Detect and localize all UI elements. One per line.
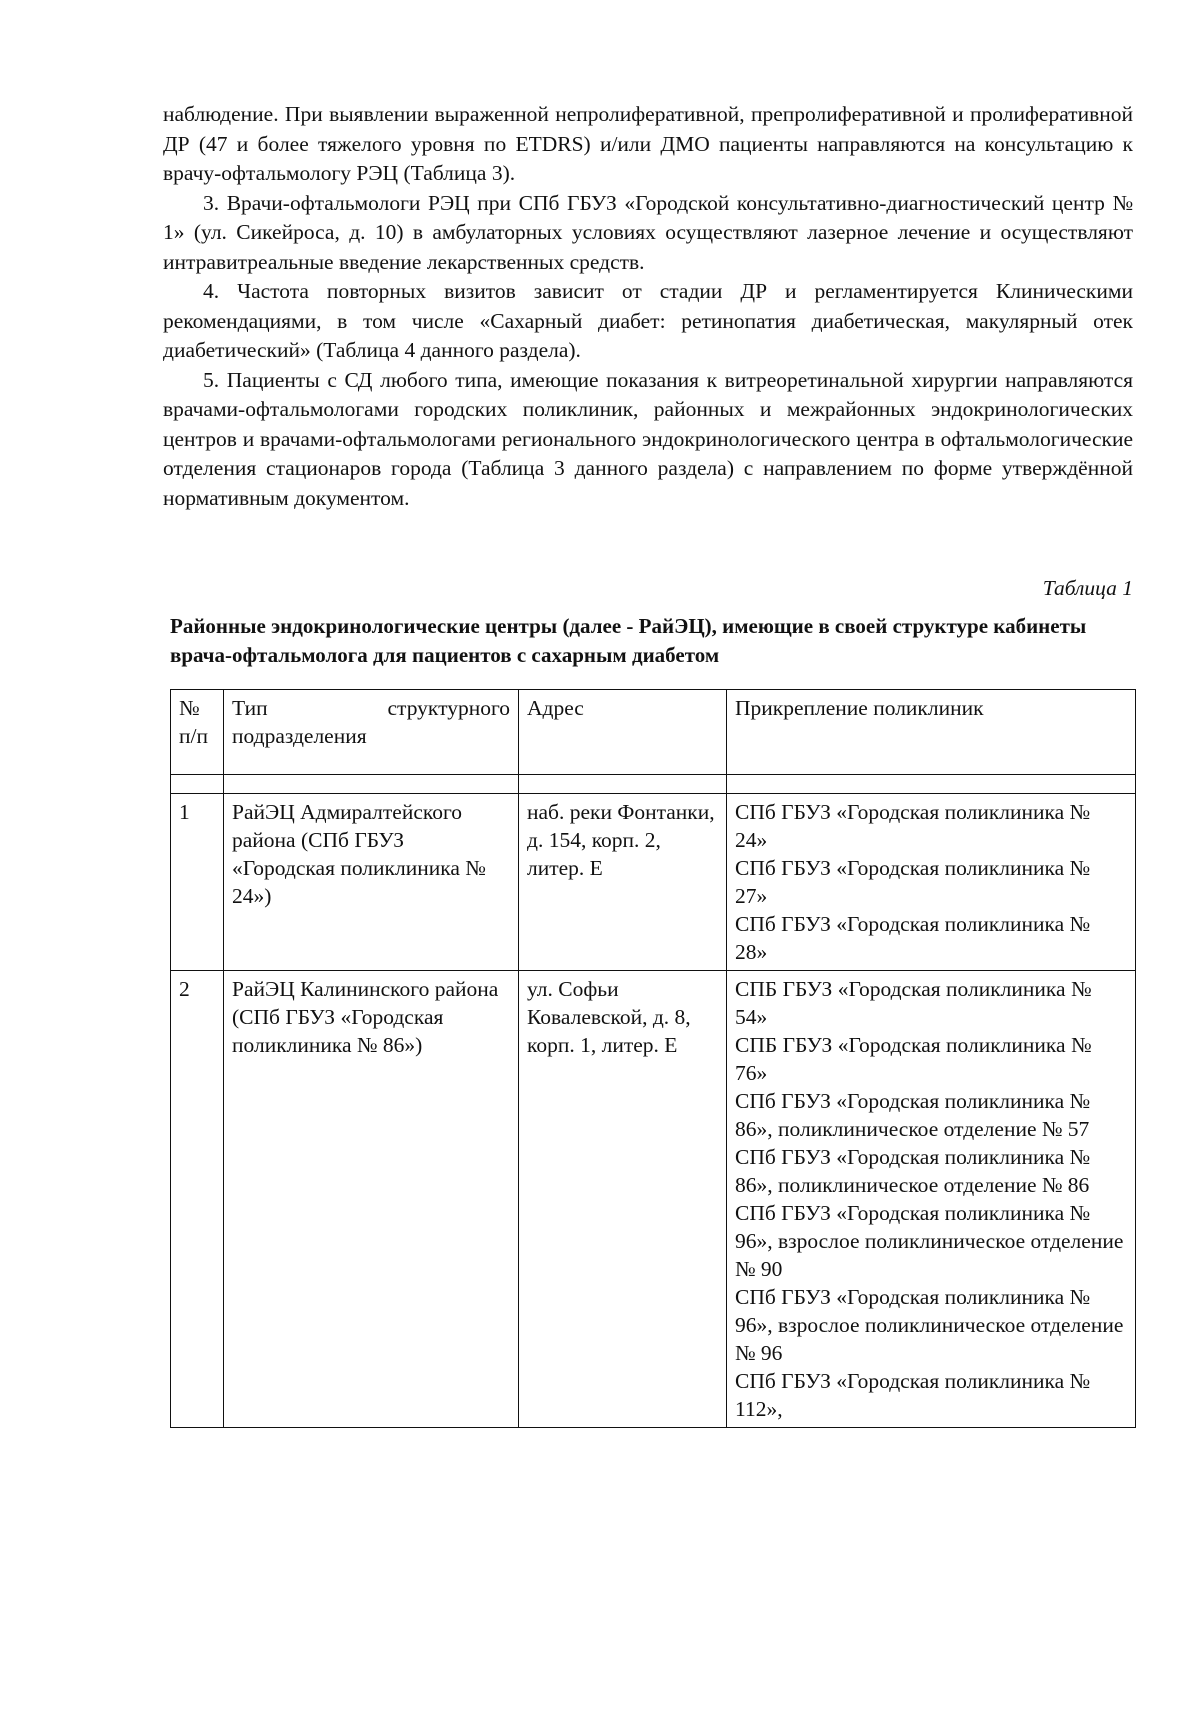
row-type: РайЭЦ Адмиралтейского района (СПб ГБУЗ «Городская поликлиника № 24») xyxy=(224,794,519,971)
clinic-item: СПб ГБУЗ «Городская поликлиника № 96», взрослое поликлиническое отделение № 96 xyxy=(735,1285,1124,1365)
table-caption: Таблица 1 xyxy=(1042,576,1133,600)
table-title: Районные эндокринологические центры (далее - РайЭЦ), имеющие в своей структуре кабинеты врача-офтальмолога для пациентов с сахарным диабетом xyxy=(170,614,1087,667)
row-type: РайЭЦ Калининского района (СПб ГБУЗ «Городская поликлиника № 86») xyxy=(224,971,519,1428)
paragraph-continuation: наблюдение. При выявлении выраженной непролиферативной, препролиферативной и пролиферативной ДР (47 и более тяжелого уровня по ETDRS) и/или ДМО пациенты направляются на консультацию к врачу-офтальмологу РЭЦ (Таблица 3). xyxy=(163,102,1133,185)
clinic-item: СПб ГБУЗ «Городская поликлиника № 24» xyxy=(735,800,1091,852)
clinic-item: СПб ГБУЗ «Городская поликлиника № 112», xyxy=(735,1369,1091,1421)
header-type-word3: подразделения xyxy=(232,724,367,748)
clinic-item: СПб ГБУЗ «Городская поликлиника № 86», поликлиническое отделение № 57 xyxy=(735,1089,1091,1141)
row-clinics xyxy=(727,971,1136,1428)
header-num: № п/п xyxy=(171,690,224,775)
body-text xyxy=(163,100,1133,513)
clinic-item: СПб ГБУЗ «Городская поликлиника № 96», взрослое поликлиническое отделение № 90 xyxy=(735,1201,1124,1281)
clinic-item: СПБ ГБУЗ «Городская поликлиника № 76» xyxy=(735,1033,1092,1085)
paragraph-item-4: 4. Частота повторных визитов зависит от стадии ДР и регламентируется Клиническими рекомендациями, в том числе «Сахарный диабет: ретинопатия диабетическая, макулярный отек диабетический» (Таблица 4 данного раздела). xyxy=(163,279,1133,362)
row-clinics xyxy=(727,794,1136,971)
row-num: 2 xyxy=(171,971,224,1428)
clinic-item: СПб ГБУЗ «Городская поликлиника № 28» xyxy=(735,912,1091,964)
clinic-item: СПб ГБУЗ «Городская поликлиника № 27» xyxy=(735,856,1091,908)
clinic-item: СПБ ГБУЗ «Городская поликлиника № 54» xyxy=(735,977,1092,1029)
table-spacer-row xyxy=(171,775,1136,794)
paragraph-item-5: 5. Пациенты с СД любого типа, имеющие показания к витреоретинальной хирургии направляются врачами-офтальмологами городских поликлиник, районных и межрайонных эндокринологических центров и врачами-офтальмологами регионального эндокринологического центра в офтальмологические отделения стационаров города (Таблица 3 данного раздела) с направлением по форме утверждённой нормативным документом. xyxy=(163,367,1133,510)
header-attachment: Прикрепление поликлиник xyxy=(727,690,1136,775)
row-address: наб. реки Фонтанки, д. 154, корп. 2, литер. Е xyxy=(519,794,727,971)
header-address: Адрес xyxy=(519,690,727,775)
table-header-row xyxy=(171,690,1136,775)
clinic-item: СПб ГБУЗ «Городская поликлиника № 86», поликлиническое отделение № 86 xyxy=(735,1145,1091,1197)
header-type-word2: структурного xyxy=(387,696,510,720)
row-address: ул. Софьи Ковалевской, д. 8, корп. 1, литер. Е xyxy=(519,971,727,1428)
row-num: 1 xyxy=(171,794,224,971)
table-row xyxy=(171,794,1136,971)
header-type-line1 xyxy=(232,694,510,722)
header-type-word1: Тип xyxy=(232,696,268,720)
table-row xyxy=(171,971,1136,1428)
paragraph-item-3: 3. Врачи-офтальмологи РЭЦ при СПб ГБУЗ «Городской консультативно-диагностический центр № 1» (ул. Сикейроса, д. 10) в амбулаторных условиях осуществляют лазерное лечение и осуществляют интравитреальные введение лекарственных средств. xyxy=(163,190,1133,274)
endocrinology-centers-table xyxy=(170,689,1136,1428)
header-type xyxy=(224,690,519,775)
